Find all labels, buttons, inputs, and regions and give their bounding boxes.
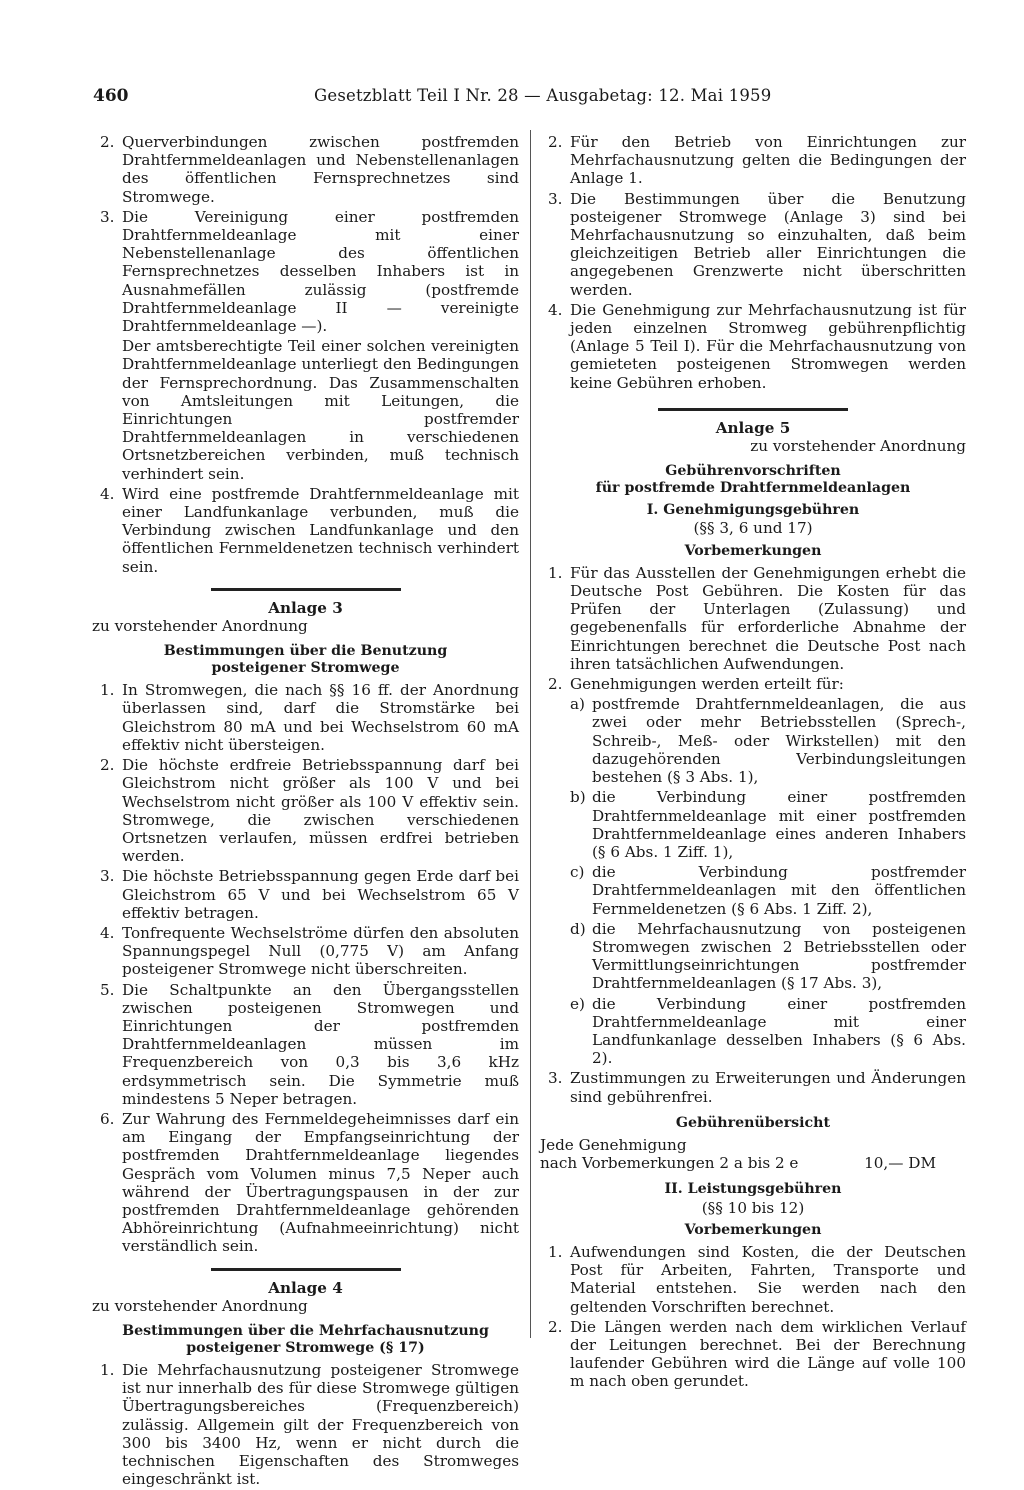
sub-list-item: a) postfremde Drahtfernmeldeanlagen, die aus zwei oder mehr Betriebsstellen (Sprech-, Schreib-, Meß- oder Wirkstellen) mit den dazugehörenden Verbindungsleitungen bestehen (§ 3 Abs. 1), [570,695,966,787]
anlage-3-title: Anlage 3 [268,598,343,617]
list-item: 2. Querverbindungen zwischen postfremden Drahtfernmeldeanlagen und Nebenstellenanlagen des öffentlichen Fernsprechnetzes sind Stromwege. [100,133,519,206]
list-item: 3. Die höchste Betriebsspannung gegen Erde darf bei Gleichstrom 65 V und bei Wechselstrom 65 V effektiv betragen. [100,867,519,922]
fee-amount: 10,— DM [864,1154,936,1173]
anlage-5-heading: Gebührenvorschriften [665,463,841,480]
page-header [0,86,1024,116]
section-rule [211,1268,401,1271]
anlage-5-title: Anlage 5 [715,418,791,437]
list-item: 3. Die Vereinigung einer postfremden Drahtfernmeldeanlage mit einer Nebenstellenanlage des öffentlichen Fernsprechnetzes desselben Inhabers ist in Ausnahmefällen zulässig (postfremde Drahtfernmeldeanlage II — vereinigte Drahtfernmeldeanlage —). [100,207,519,336]
left-column [92,133,519,1490]
section-reference: (§§ 10 bis 12) [701,1198,805,1217]
vorbemerkungen-heading: Vorbemerkungen [684,1221,822,1238]
paragraph: Der amtsberechtigte Teil einer solchen vereinigten Drahtfernmeldeanlage unterliegt den Bedingungen der Fernsprechordnung. Das Zusammenschalten von Amtsleitungen mit Leitungen, die Einrichtungen postfremder Drahtfernmeldeanlagen in verschiedenen Ortsnetzbereichen verbinden, muß technisch verhindert sein. [122,337,519,483]
fee-row [540,1154,966,1172]
list-item: 4. Die Genehmigung zur Mehrfachausnutzung ist für jeden einzelnen Stromweg gebührenpflichtig (Anlage 5 Teil I). Für die Mehrfachausnutzung von gemieteten posteigenen Stromwegen werden keine Gebühren erhoben. [548,300,966,392]
list-item: 3. Zustimmungen zu Erweiterungen und Änderungen sind gebührenfrei. [548,1069,966,1106]
fee-label: nach Vorbemerkungen 2 a bis 2 e [540,1154,799,1173]
anlage-5-heading: für postfremde Drahtfernmeldeanlagen [595,480,911,497]
sub-list-item: c) die Verbindung postfremder Drahtfernmeldeanlagen mit den öffentlichen Fernmeldenetzen (§ 6 Abs. 1 Ziff. 2), [570,863,966,918]
list-item: 1. Aufwendungen sind Kosten, die der Deutschen Post für Arbeiten, Fahrten, Transporte und Material entstehen. Sie werden nach den geltenden Vorschriften berechnet. [548,1242,966,1316]
list-item: 3. Die Bestimmungen über die Benutzung posteigener Stromwege (Anlage 3) sind bei Mehrfachausnutzung so einzuhalten, daß beim gleichzeitigen Betrieb aller Einrichtungen die angegebenen Grenzwerte nicht überschritten werden. [548,189,966,299]
list-item: 6. Zur Wahrung des Fernmeldegeheimnisses darf ein am Eingang der Empfangseinrichtung der postfremden Drahtfernmeldeanlage liegendes Gespräch vom Volumen minus 7,5 Neper auch während der Übertragungspausen in der zur postfremden Drahtfernmeldeanlage gehörenden Abhöreinrichtung (Aufnahmeeinrichtung) nicht verständlich sein. [100,1109,519,1256]
header-title: Gesetzblatt Teil I Nr. 28 — Ausgabetag: 12. Mai 1959 [314,86,772,105]
section-reference: (§§ 3, 6 und 17) [693,519,813,538]
section-rule [211,588,401,591]
section-title: I. Genehmigungsgebühren [646,502,860,519]
list-item: 2. Für den Betrieb von Einrichtungen zur Mehrfachausnutzung gelten die Bedingungen der Anlage 1. [548,133,966,188]
page-number: 460 [93,86,129,106]
anlage-3-heading: posteigener Stromwege [211,660,400,677]
list-item: 2. Genehmigungen werden erteilt für: [548,675,844,694]
anlage-4-heading: Bestimmungen über die Mehrfachausnutzung [122,1322,489,1339]
anlage-3-heading: Bestimmungen über die Benutzung [163,643,448,660]
list-item: 4. Tonfrequente Wechselströme dürfen den absoluten Spannungspegel Null (0,775 V) am Anfang posteigener Stromwege nicht überschreiten. [100,923,519,979]
list-item: 2. Die Längen werden nach dem wirklichen Verlauf der Leitungen berechnet. Bei der Berechnung laufender Gebühren wird die Länge auf volle 100 m nach oben gerundet. [548,1317,966,1391]
list-item: 1. Die Mehrfachausnutzung posteigener Stromwege ist nur innerhalb des für diese Stromwege gültigen Übertragungsbereiches (Frequenzbereich) zulässig. Allgemein gilt der Frequenzbereich von 300 bis 3400 Hz, wenn er nicht durch die technischen Eigenschaften des Stromweges eingeschränkt ist. [100,1360,519,1489]
list-item: 5. Die Schaltpunkte an den Übergangsstellen zwischen posteigenen Stromwegen und Einrichtungen der postfremden Drahtfernmeldeanlagen müssen im Frequenzbereich von 0,3 bis 3,6 kHz erdsymmetrisch sein. Die Symmetrie muß mindestens 5 Neper betragen. [100,980,519,1108]
right-column [540,133,966,1393]
anlage-5-subtitle: zu vorstehender Anordnung [750,437,966,456]
anlage-4-title: Anlage 4 [268,1278,343,1297]
vorbemerkungen-heading: Vorbemerkungen [684,542,822,559]
list-item: 1. Für das Ausstellen der Genehmigungen erhebt die Deutsche Post Gebühren. Die Kosten für das Prüfen der Unterlagen (Zulassung) und gegebenenfalls für erforderliche Abnahme der Einrichtungen berechnet die Deutsche Post nach ihren tatsächlichen Aufwendungen. [548,563,966,673]
list-item: 2. Die höchste erdfreie Betriebsspannung darf bei Gleichstrom nicht größer als 100 V und bei Wechselstrom nicht größer als 100 V effektiv sein. Stromwege, die zwischen verschiedenen Ortsnetzen verlaufen, müssen erdfrei betrieben werden. [100,756,519,866]
list-item: 1. In Stromwegen, die nach §§ 16 ff. der Anordnung überlassen sind, darf die Stromstärke bei Gleichstrom 80 mA und bei Wechselstrom 60 mA effektiv nicht übersteigen. [100,681,519,754]
sub-list-item: b) die Verbindung einer postfremden Drahtfernmeldeanlage mit einer postfremden Drahtfernmeldeanlage eines anderen Inhabers (§ 6 Abs. 1 Ziff. 1), [570,788,966,861]
anlage-4-heading: posteigener Stromwege (§ 17) [186,1339,425,1356]
section-rule [658,408,848,411]
sub-list-item: d) die Mehrfachausnutzung von posteigenen Stromwegen zwischen 2 Betriebsstellen oder Vermittlungseinrichtungen postfremder Drahtfernmeldeanlagen (§ 17 Abs. 3), [570,919,966,993]
anlage-3-subtitle: zu vorstehender Anordnung [92,617,308,636]
section-title: II. Leistungsgebühren [664,1181,842,1198]
list-item: 4. Wird eine postfremde Drahtfernmeldeanlage mit einer Landfunkanlage verbunden, muß die Verbindung zwischen Landfunkanlage und den öffentlichen Fernmeldenetzen technisch verhindert sein. [100,484,519,576]
anlage-4-subtitle: zu vorstehender Anordnung [92,1296,308,1315]
sub-list-item: e) die Verbindung einer postfremden Drahtfernmeldeanlage mit einer Landfunkanlage desselben Inhabers (§ 6 Abs. 2). [570,994,966,1068]
fee-overview-heading: Gebührenübersicht [675,1114,831,1131]
column-divider [530,130,531,1338]
fee-line: Jede Genehmigung [540,1135,687,1154]
